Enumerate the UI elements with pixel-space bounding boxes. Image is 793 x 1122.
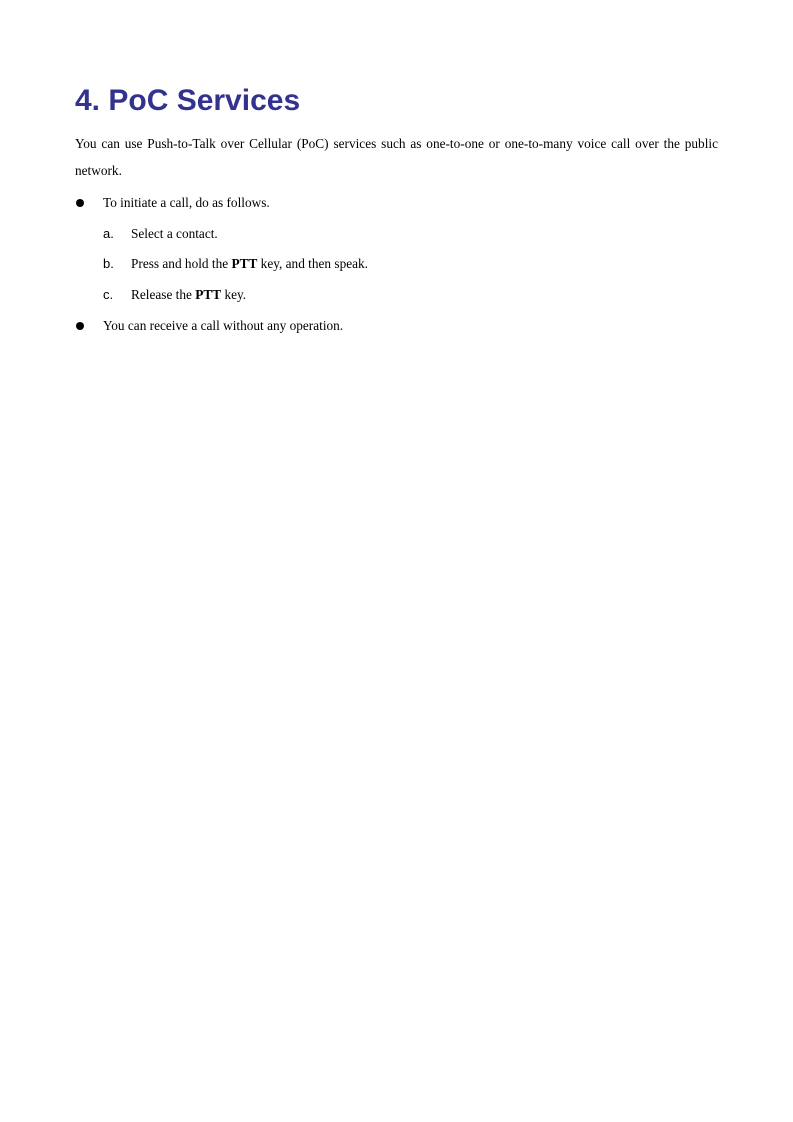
step-text-before: Release the [131,287,196,302]
ptt-key-label: PTT [195,287,222,302]
bullet-text: You can receive a call without any operation. [103,318,344,333]
step-text [131,254,368,274]
step-item-c [0,285,793,307]
step-marker: a. [103,226,114,241]
step-text-before: Press and hold the [131,256,232,271]
bullet-dot-icon [76,322,84,330]
step-item-a [0,224,793,246]
step-item-b [0,254,793,276]
step-text-before: Select a contact. [131,226,218,241]
step-text-after: key, and then speak. [257,256,368,271]
bullet-item-initiate-call [0,193,793,215]
bullet-dot-icon [76,199,84,207]
step-text [131,285,246,305]
intro-paragraph: You can use Push-to-Talk over Cellular (PoC) services such as one-to-one or one-to-many voice call over the public network. [75,136,718,178]
step-text-after: key. [221,287,247,302]
step-marker: c. [103,287,114,302]
step-text [131,224,218,244]
section-heading: 4. PoC Services [75,84,301,117]
bullet-item-receive-call [0,316,793,338]
step-marker: b. [103,256,114,271]
bullet-text: To initiate a call, do as follows. [103,195,270,210]
ptt-key-label: PTT [231,256,258,271]
